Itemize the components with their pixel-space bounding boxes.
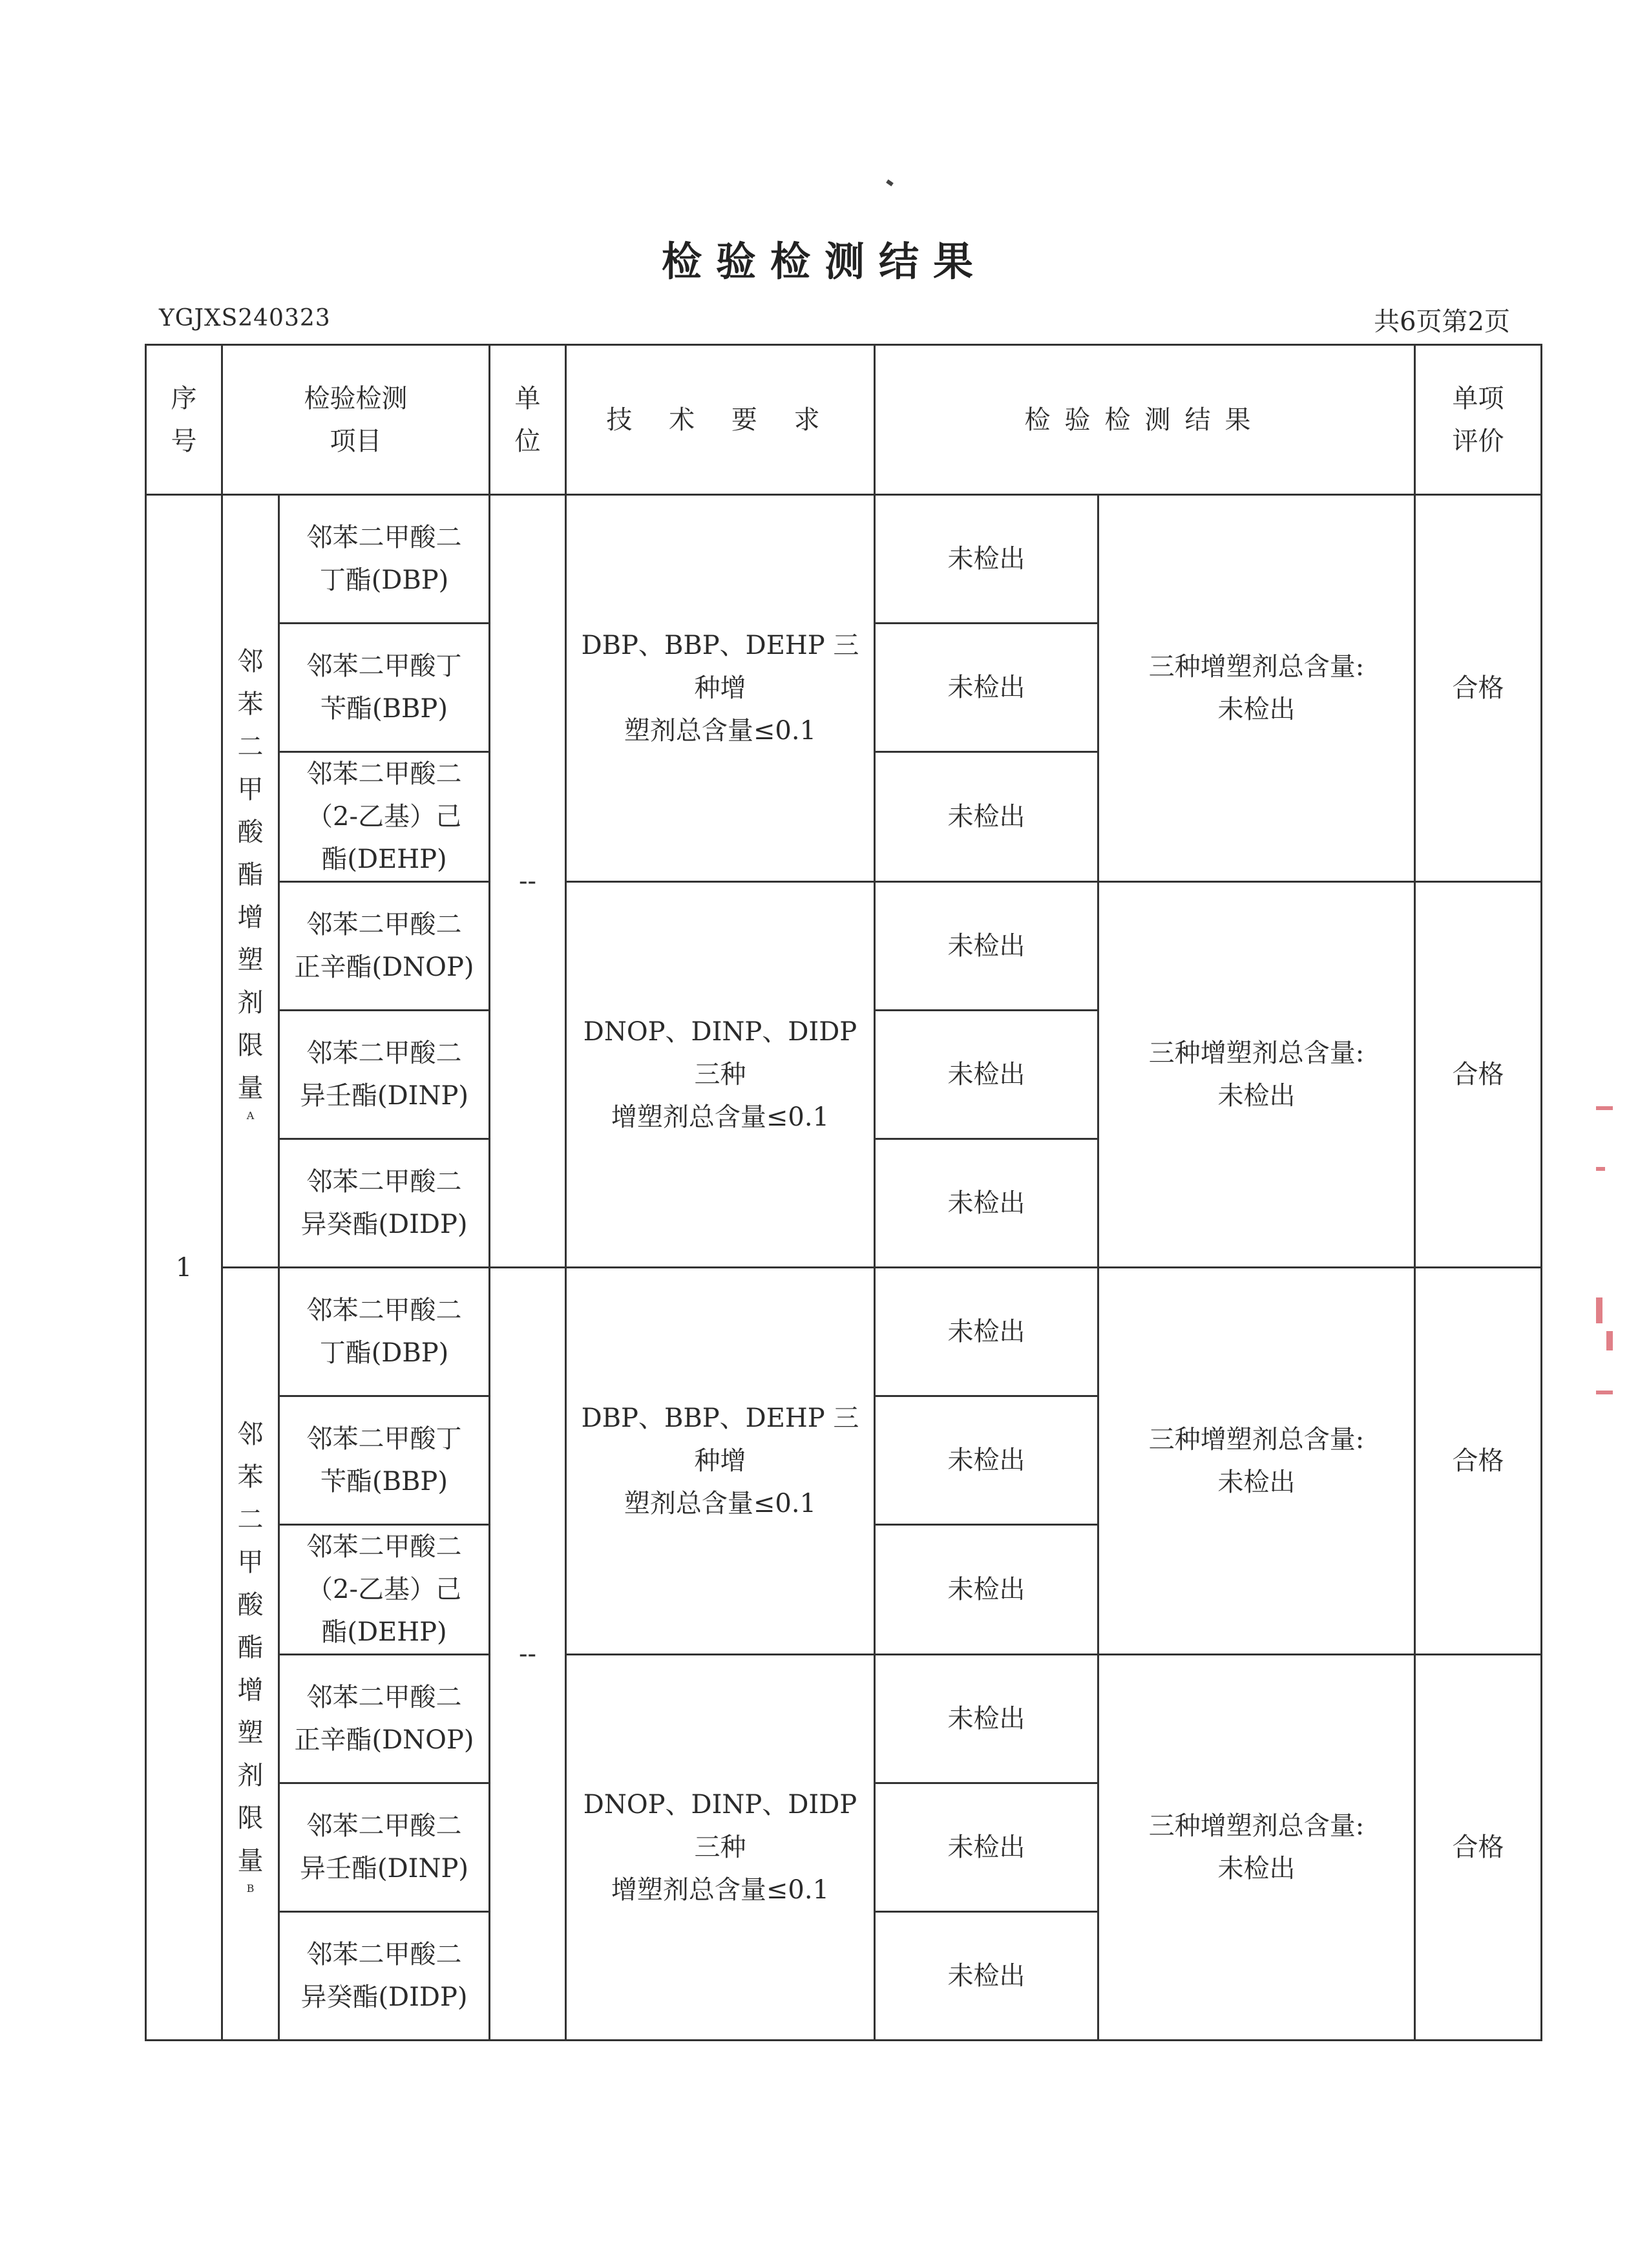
seal-edge-mark (1606, 1331, 1613, 1350)
report-number: YGJXS240323 (159, 305, 331, 331)
table-row (146, 1268, 1542, 1396)
header-result: 检验检测结果 (875, 345, 1415, 495)
result-value: 未检出 (875, 882, 1098, 1011)
results-table (145, 344, 1542, 2041)
item-name: 邻苯二甲酸二 正辛酯(DNOP) (279, 1655, 490, 1783)
header-seq: 序号 (146, 345, 222, 495)
requirement-text: DNOP、DINP、DIDP 三种 增塑剂总含量≤0.1 (566, 1655, 875, 2041)
result-value: 未检出 (875, 495, 1098, 624)
result-value: 未检出 (875, 1525, 1098, 1655)
table-row (146, 495, 1542, 624)
evaluation-value: 合格 (1415, 1268, 1542, 1655)
unit-value: -- (490, 495, 566, 1268)
header-item: 检验检测项目 (222, 345, 490, 495)
item-name: 邻苯二甲酸二 （2-乙基）己 酯(DEHP) (279, 1525, 490, 1655)
result-value: 未检出 (875, 1912, 1098, 2041)
result-value: 未检出 (875, 1139, 1098, 1268)
total-result: 三种增塑剂总含量: 未检出 (1098, 1655, 1415, 2041)
table-row (146, 882, 1542, 1011)
evaluation-value: 合格 (1415, 495, 1542, 882)
evaluation-value: 合格 (1415, 1655, 1542, 2041)
total-result: 三种增塑剂总含量: 未检出 (1098, 495, 1415, 882)
unit-value: -- (490, 1268, 566, 2041)
requirement-text: DNOP、DINP、DIDP 三种 增塑剂总含量≤0.1 (566, 882, 875, 1268)
result-value: 未检出 (875, 1655, 1098, 1783)
item-name: 邻苯二甲酸二 异癸酯(DIDP) (279, 1912, 490, 2041)
total-result: 三种增塑剂总含量: 未检出 (1098, 1268, 1415, 1655)
header-requirement: 技 术 要 求 (566, 345, 875, 495)
result-value: 未检出 (875, 752, 1098, 882)
page-indicator: 共6页第2页 (1374, 307, 1510, 337)
seal-edge-mark (1596, 1167, 1605, 1171)
item-name: 邻苯二甲酸二 异壬酯(DINP) (279, 1011, 490, 1139)
item-name: 邻苯二甲酸二 丁酯(DBP) (279, 1268, 490, 1396)
result-value: 未检出 (875, 1396, 1098, 1525)
result-value: 未检出 (875, 624, 1098, 752)
item-name: 邻苯二甲酸二 丁酯(DBP) (279, 495, 490, 624)
header-unit: 单位 (490, 345, 566, 495)
table-header-row (146, 345, 1542, 495)
item-name: 邻苯二甲酸二 正辛酯(DNOP) (279, 882, 490, 1011)
result-value: 未检出 (875, 1783, 1098, 1912)
requirement-text: DBP、BBP、DEHP 三种增 塑剂总含量≤0.1 (566, 495, 875, 882)
item-name: 邻苯二甲酸二 （2-乙基）己 酯(DEHP) (279, 752, 490, 882)
item-name: 邻苯二甲酸二 异壬酯(DINP) (279, 1783, 490, 1912)
page-title: 检验检测结果 (661, 238, 987, 285)
result-value: 未检出 (875, 1268, 1098, 1396)
requirement-text: DBP、BBP、DEHP 三种增 塑剂总含量≤0.1 (566, 1268, 875, 1655)
seal-edge-mark (1596, 1297, 1602, 1323)
scan-mark (886, 180, 894, 187)
total-result: 三种增塑剂总含量: 未检出 (1098, 882, 1415, 1268)
item-name: 邻苯二甲酸丁 苄酯(BBP) (279, 624, 490, 752)
group-label-a: 邻苯二甲酸酯增塑剂限量 A (222, 495, 279, 1268)
result-value: 未检出 (875, 1011, 1098, 1139)
header-evaluation: 单项评价 (1415, 345, 1542, 495)
seal-edge-mark (1596, 1391, 1613, 1394)
group-label-b: 邻苯二甲酸酯增塑剂限量 B (222, 1268, 279, 2041)
item-name: 邻苯二甲酸丁 苄酯(BBP) (279, 1396, 490, 1525)
seq-number: 1 (146, 495, 222, 2041)
seal-edge-mark (1596, 1106, 1613, 1110)
table-row (146, 1655, 1542, 1783)
item-name: 邻苯二甲酸二 异癸酯(DIDP) (279, 1139, 490, 1268)
evaluation-value: 合格 (1415, 882, 1542, 1268)
